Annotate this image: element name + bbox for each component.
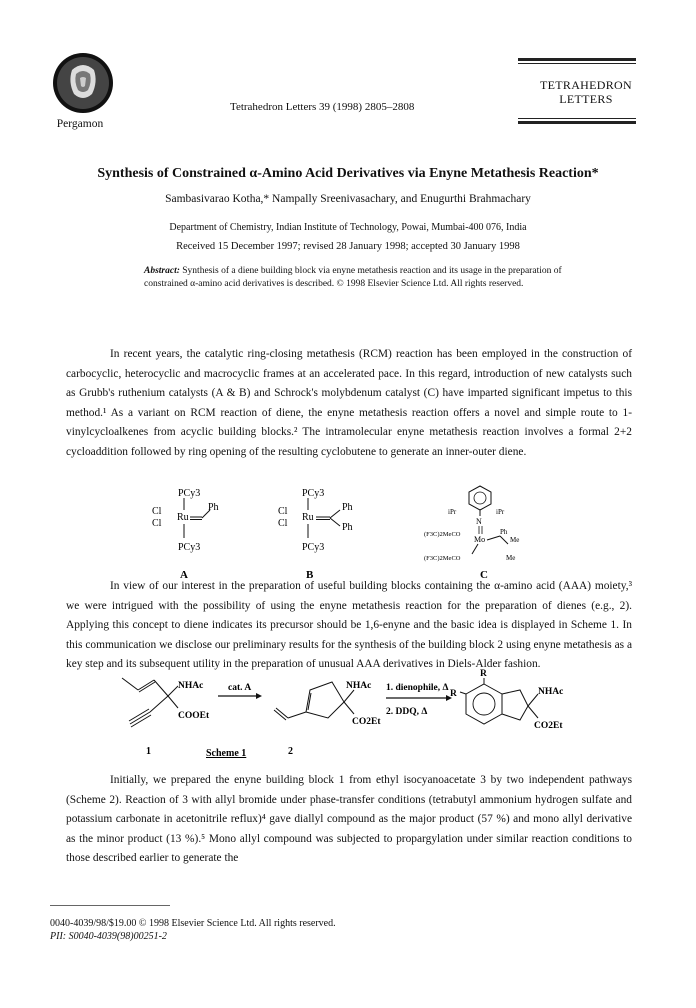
scheme-1-caption: Scheme 1 [206, 748, 247, 759]
article-title: Synthesis of Constrained α-Amino Acid Derivatives via Enyne Metathesis Reaction* [97, 166, 599, 181]
catalyst-c-label: C [480, 569, 488, 581]
received-dates: Received 15 December 1997; revised 28 January 1998; accepted 30 January 1998 [176, 241, 520, 252]
footer [50, 917, 336, 943]
product-nhac: NHAc [538, 687, 564, 697]
catalyst-a-label: A [180, 569, 188, 581]
compound-2-label: 2 [288, 746, 293, 757]
arrow-cat-a [218, 683, 262, 699]
paragraph-2-text: In view of our interest in the preparation of useful building blocks containing the α-amino acid (AAA) moiety,³ we were intrigued with the possibility of using the enyne metathesis reaction for the preparation of dienes (e.g., 2). Applying this concept to diene indicates its precursor should be 1,6-enyne and the basic idea is displayed in Scheme 1. In this communication we disclose our preliminary results for the synthesis of the building block 2 using enyne metathesis as a key step and its subsequent utility in the preparation of unusual AAA derivatives in Diels-Alder fashion. [66, 580, 632, 671]
body-paragraph-2 [66, 577, 632, 675]
journal-citation: Tetrahedron Letters 39 (1998) 2805–2808 [230, 101, 415, 113]
compound-1-ester: COOEt [178, 711, 210, 721]
paragraph-1-text: In recent years, the catalytic ring-closing metathesis (RCM) reaction has been employed in the construction of carbocyclic, heterocyclic and macrocyclic frames at an accelerated pace. In this regard, introduction of new catalysts such as Grubb's ruthenium catalysts (A & B) and Schrock's molybdenum catalyst (C) have imparted significant impetus to this method.¹ As a variant on RCM reaction of diene, the enyne metathesis reaction offers a novel and simple route to 1-vinylcycloalkenes from acyclic building blocks.² The intramolecular enyne metathesis reaction involves a formal 2+2 cycloaddition followed by ring opening of the resulting cyclobutene to generate an inner-outer diene. [66, 348, 632, 458]
catalyst-b-structure [278, 488, 353, 581]
catalyst-a-ru: Ru [177, 512, 189, 523]
header-rule-bottom-thin [518, 118, 636, 119]
body-paragraph-3 [66, 771, 632, 869]
catalyst-a-pcy3-bottom: PCy3 [178, 542, 201, 553]
abstract-label: Abstract: [144, 266, 180, 276]
catalyst-b-cl2: Cl [278, 518, 288, 529]
product-r2: R [450, 689, 457, 699]
catalyst-a-structure [152, 488, 219, 581]
catalyst-b-pcy3-top: PCy3 [302, 488, 325, 499]
catalyst-c-mo: Mo [474, 535, 486, 544]
author-affiliation: Department of Chemistry, Indian Institute of Technology, Powai, Mumbai-400 076, India [169, 222, 527, 233]
compound-1-nhac: NHAc [178, 681, 204, 691]
scheme-1 [110, 668, 590, 768]
product-structure [450, 669, 563, 731]
catalyst-c-me1: Me [510, 536, 520, 544]
catalyst-structures [150, 484, 590, 584]
catalyst-b-ph2: Ph [342, 522, 353, 533]
catalyst-c-n: N [476, 517, 482, 526]
catalyst-c-o1: (F3C)2MeCO [424, 531, 461, 538]
step-2-label: 2. DDQ, Δ [386, 707, 428, 717]
header-rule-bottom [518, 121, 636, 124]
catalyst-b-label: B [306, 569, 314, 581]
arrow-1-label: cat. A [228, 683, 252, 693]
compound-2-ester: CO2Et [352, 717, 381, 727]
body-paragraph-1 [66, 345, 632, 463]
compound-2-nhac: NHAc [346, 681, 372, 691]
catalyst-a-pcy3-top: PCy3 [178, 488, 201, 499]
header-rule-top-thin [518, 63, 636, 64]
catalyst-c-ipr2: iPr [496, 508, 505, 516]
abstract-text: Synthesis of a diene building block via enyne metathesis reaction and its usage in the preparation of constrained α-amino acid derivatives is described. © 1998 Elsevier Science Ltd. All rights reserved. [144, 266, 562, 289]
catalyst-b-cl1: Cl [278, 506, 288, 517]
catalyst-b-pcy3-bottom: PCy3 [302, 542, 325, 553]
catalyst-c-o2: (F3C)2MeCO [424, 555, 461, 562]
journal-name [526, 78, 646, 106]
publisher-name: Pergamon [56, 118, 104, 130]
footer-rule [50, 905, 170, 906]
catalyst-a-cl1: Cl [152, 506, 162, 517]
compound-1-label: 1 [146, 746, 151, 757]
abstract [144, 265, 564, 290]
compound-2 [274, 681, 381, 757]
footer-copyright: 0040-4039/98/$19.00 © 1998 Elsevier Science Ltd. All rights reserved. [50, 918, 336, 929]
compound-1 [122, 678, 210, 757]
journal-line1: TETRAHEDRON [540, 78, 632, 92]
catalyst-c-ph: Ph [500, 528, 508, 536]
catalyst-a-cl2: Cl [152, 518, 162, 529]
catalyst-a-ph: Ph [208, 502, 219, 513]
elsevier-logo [52, 52, 114, 114]
arrow-dienophile [386, 683, 452, 717]
product-ester: CO2Et [534, 721, 563, 731]
step-1-label: 1. dienophile, Δ [386, 683, 449, 693]
header-rule-top [518, 58, 636, 61]
catalyst-c-ipr1: iPr [448, 508, 457, 516]
catalyst-c-me2: Me [506, 554, 516, 562]
catalyst-b-ru: Ru [302, 512, 314, 523]
journal-line2: LETTERS [559, 92, 613, 106]
paragraph-3-text: Initially, we prepared the enyne building block 1 from ethyl isocyanoacetate 3 by two independent pathways (Scheme 2). Reaction of 3 with allyl bromide under phase-transfer conditions (tetrabutyl ammonium hydrogen sulfate and potassium carbonate in acetonitrile reflux)⁴ gave diallyl compound as the major product (57 %) and mono allyl derivative as the minor product (13 %).⁵ Mono allyl compound was subjected to propargylation under similar reaction conditions to those described earlier to generate the [66, 774, 632, 865]
catalyst-c-structure [424, 486, 519, 581]
article-authors: Sambasivarao Kotha,* Nampally Sreenivasachary, and Enugurthi Brahmachary [165, 193, 531, 205]
product-r1: R [480, 669, 487, 679]
catalyst-b-ph1: Ph [342, 502, 353, 513]
footer-pii: PII: S0040-4039(98)00251-2 [50, 931, 167, 942]
